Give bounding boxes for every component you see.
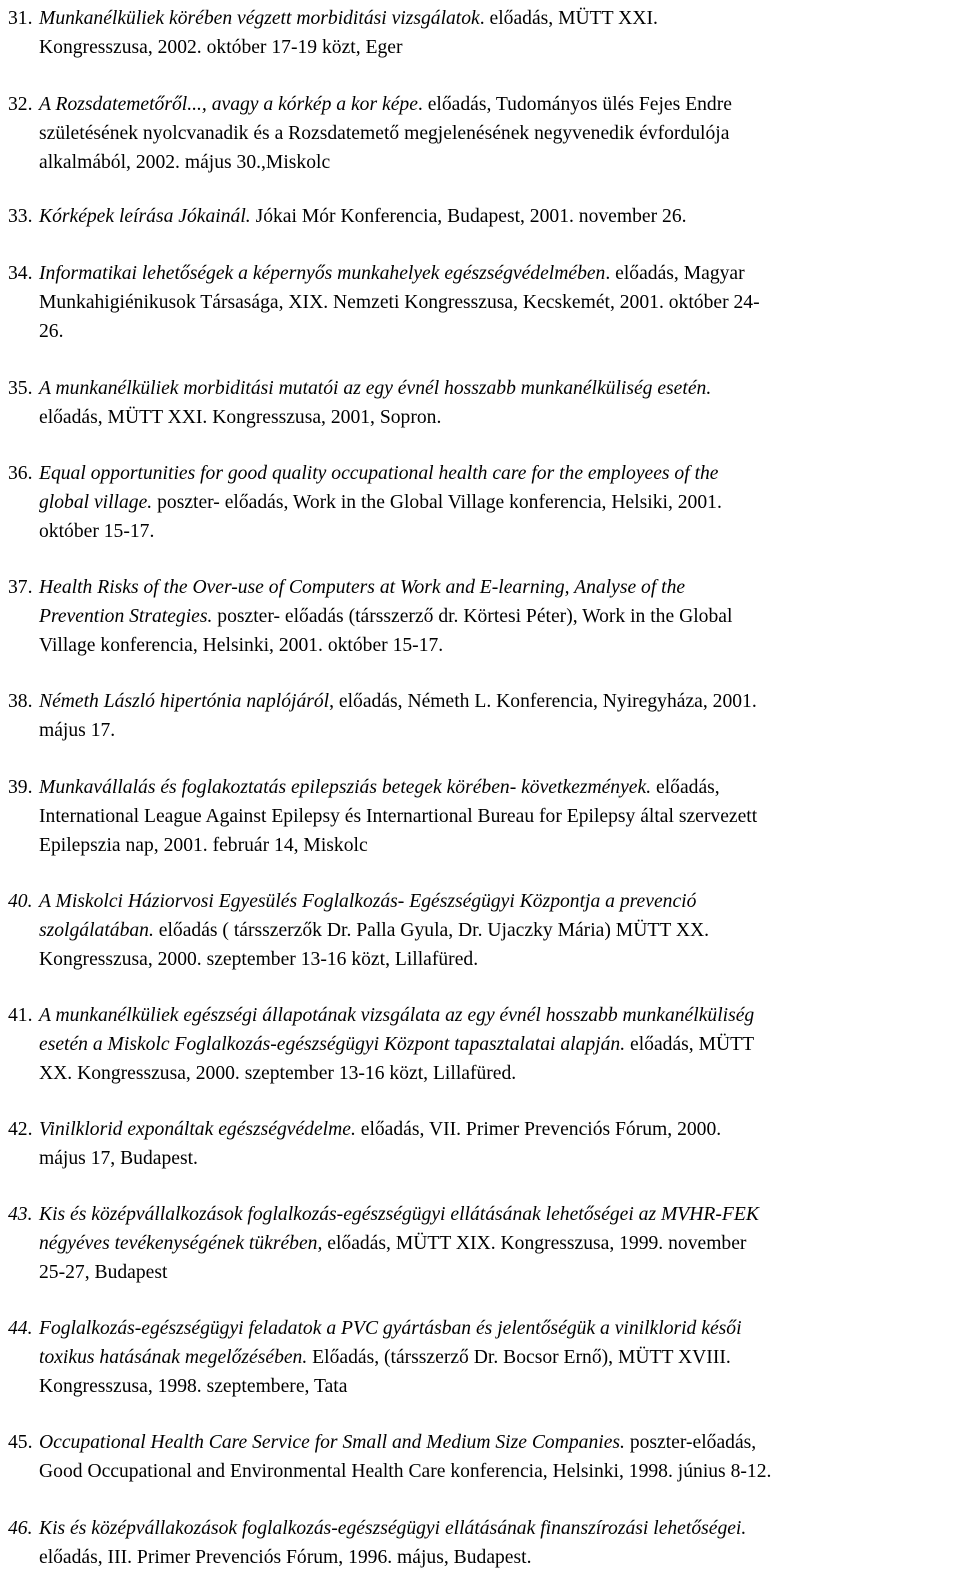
entry-detail-text: május 17, Budapest. (39, 1148, 198, 1169)
reference-entry (8, 90, 948, 177)
entry-detail-text: Good Occupational and Environmental Health Care konferencia, Helsinki, 1998. június 8-12. (39, 1461, 772, 1482)
entry-detail-text: 25-27, Budapest (39, 1262, 168, 1283)
entry-title-text: Informatikai lehetőségek a képernyős munkahelyek egészségvédelmében (39, 263, 606, 284)
entry-line (39, 1059, 948, 1088)
entry-line (39, 374, 948, 403)
entry-line (39, 33, 948, 62)
entry-number: 41. (8, 1005, 33, 1026)
entry-title-text: esetén a Miskolc Foglalkozás-egészségügyi Központ tapasztalatai alapján. (39, 1034, 626, 1055)
entry-detail-text: XX. Kongresszusa, 2000. szeptember 13-16 közt, Lillafüred. (39, 1063, 517, 1084)
entry-title-text: toxikus hatásának megelőzésében. (39, 1347, 308, 1368)
entry-number: 46. (8, 1518, 33, 1539)
entry-line (39, 119, 948, 148)
entry-title-text: global village. (39, 492, 153, 513)
entry-detail-text: Kongresszusa, 2002. október 17-19 közt, Eger (39, 37, 403, 58)
entry-line (39, 1314, 948, 1343)
entry-line (39, 1543, 948, 1572)
entry-title-text: Munkavállalás és foglakoztatás epilepsziás betegek körében- következmények. (39, 777, 652, 798)
entry-line (39, 1144, 948, 1173)
reference-entry (8, 887, 948, 974)
entry-detail-text: előadás, VII. Primer Prevenciós Fórum, 2000. (355, 1119, 722, 1140)
reference-entry (8, 459, 948, 546)
reference-entry (8, 259, 948, 346)
entry-line (39, 1229, 948, 1258)
entry-detail-text: poszter-előadás, (624, 1432, 757, 1453)
entry-detail-text: . előadás, MÜTT XXI. (479, 8, 658, 29)
entry-line (39, 517, 948, 546)
entry-title-text: szolgálatában. (39, 920, 154, 941)
reference-entry (8, 202, 948, 231)
reference-entry (8, 1001, 948, 1088)
entry-detail-text: október 15-17. (39, 521, 155, 542)
entry-line (39, 716, 948, 745)
entry-line (39, 831, 948, 860)
entry-detail-text: előadás ( társszerzők Dr. Palla Gyula, Dr. Ujaczky Mária) MÜTT XX. (153, 920, 710, 941)
entry-detail-text: Kongresszusa, 1998. szeptembere, Tata (39, 1376, 348, 1397)
entry-line (39, 1001, 948, 1030)
entry-detail-text: előadás, III. Primer Prevenciós Fórum, 1996. május, Budapest. (39, 1547, 532, 1568)
entry-line (39, 687, 948, 716)
entry-line (39, 288, 948, 317)
entry-detail-text: május 17. (39, 720, 116, 741)
entry-line (39, 1372, 948, 1401)
entry-line (39, 259, 948, 288)
entry-line (39, 1115, 948, 1144)
entry-line (39, 602, 948, 631)
entry-line (39, 887, 948, 916)
entry-line (39, 1428, 948, 1457)
entry-number: 33. (8, 206, 33, 227)
entry-line (39, 945, 948, 974)
entry-number: 45. (8, 1432, 33, 1453)
entry-title-text: Vinilklorid exponáltak egészségvédelme. (39, 1119, 356, 1140)
entry-line (39, 1030, 948, 1059)
entry-title-text: Németh László hipertónia naplójáról (39, 691, 330, 712)
entry-title-text: A Miskolci Háziorvosi Egyesülés Foglalkozás- Egészségügyi Központja a prevenció (39, 891, 697, 912)
entry-detail-text: Munkahigiénikusok Társasága, XIX. Nemzeti Kongresszusa, Kecskemét, 2001. október 24- (39, 292, 760, 313)
entry-detail-text: előadás, (651, 777, 720, 798)
entry-title-text: négyéves tevékenységének tükrében, (39, 1233, 323, 1254)
entry-detail-text: poszter- előadás (társszerző dr. Körtesi Péter), Work in the Global (212, 606, 733, 627)
entry-number: 39. (8, 777, 33, 798)
reference-entry (8, 773, 948, 860)
reference-entry (8, 1200, 948, 1287)
entry-line (39, 573, 948, 602)
entry-line (39, 202, 948, 231)
entry-line (39, 403, 948, 432)
entry-line (39, 1514, 948, 1543)
reference-entry (8, 4, 948, 62)
entry-title-text: Health Risks of the Over-use of Computers at Work and E-learning, Analyse of the (39, 577, 686, 598)
entry-line (39, 916, 948, 945)
entry-detail-text: , előadás, Németh L. Konferencia, Nyiregyháza, 2001. (329, 691, 757, 712)
reference-entry (8, 687, 948, 745)
entry-number: 34. (8, 263, 33, 284)
reference-entry (8, 1428, 948, 1486)
entry-line (39, 90, 948, 119)
entry-line (39, 773, 948, 802)
entry-line (39, 1200, 948, 1229)
entry-title-text: Equal opportunities for good quality occupational health care for the employees of the (39, 463, 719, 484)
entry-detail-text: . előadás, Magyar (605, 263, 745, 284)
entry-number: 40. (8, 891, 33, 912)
entry-number: 43. (8, 1204, 33, 1225)
entry-detail-text: előadás, MÜTT XIX. Kongresszusa, 1999. november (322, 1233, 747, 1254)
entry-detail-text: előadás, MÜTT (625, 1034, 755, 1055)
entry-line (39, 488, 948, 517)
entry-title-text: Kis és középvállalkozások foglalkozás-egészségügyi ellátásának lehetőségei az MVHR-FEK (39, 1204, 759, 1225)
entry-number: 35. (8, 378, 33, 399)
entry-number: 32. (8, 94, 33, 115)
entry-detail-text: 26. (39, 321, 64, 342)
reference-entry (8, 573, 948, 660)
entry-detail-text: . előadás, Tudományos ülés Fejes Endre (417, 94, 732, 115)
entry-title-text: A Rozsdatemetőről..., avagy a kórkép a kor képe (39, 94, 418, 115)
entry-line (39, 1343, 948, 1372)
entry-title-text: A munkanélküliek egészségi állapotának vizsgálata az egy évnél hosszabb munkanélküliség (39, 1005, 755, 1026)
entry-detail-text: Kongresszusa, 2000. szeptember 13-16 közt, Lillafüred. (39, 949, 479, 970)
entry-detail-text: Village konferencia, Helsinki, 2001. október 15-17. (39, 635, 444, 656)
reference-entry (8, 374, 948, 432)
reference-entry (8, 1115, 948, 1173)
entry-detail-text: előadás, MÜTT XXI. Kongresszusa, 2001, Sopron. (39, 407, 442, 428)
entry-detail-text: poszter- előadás, Work in the Global Village konferencia, Helsiki, 2001. (152, 492, 722, 513)
entry-title-text: Kis és középvállakozások foglalkozás-egészségügyi ellátásának finanszírozási lehetőségei. (39, 1518, 747, 1539)
entry-title-text: Occupational Health Care Service for Small and Medium Size Companies. (39, 1432, 625, 1453)
entry-line (39, 802, 948, 831)
entry-line (39, 459, 948, 488)
entry-number: 37. (8, 577, 33, 598)
entry-number: 44. (8, 1318, 33, 1339)
entry-line (39, 1457, 948, 1486)
entry-detail-text: Előadás, (társszerző Dr. Bocsor Ernő), MÜTT XVIII. (307, 1347, 731, 1368)
entry-detail-text: alkalmából, 2002. május 30.,Miskolc (39, 152, 331, 173)
entry-line (39, 317, 948, 346)
entry-title-text: Foglalkozás-egészségügyi feladatok a PVC gyártásban és jelentőségük a vinilklorid késői (39, 1318, 742, 1339)
entry-detail-text: Epilepszia nap, 2001. február 14, Miskolc (39, 835, 368, 856)
entry-detail-text: születésének nyolcvanadik és a Rozsdatemető megjelenésének negyvenedik évfordulója (39, 123, 730, 144)
entry-number: 31. (8, 8, 33, 29)
reference-entry (8, 1314, 948, 1401)
entry-line (39, 4, 948, 33)
entry-title-text: Munkanélküliek körében végzett morbiditási vizsgálatok (39, 8, 480, 29)
entry-line (39, 148, 948, 177)
entry-number: 42. (8, 1119, 33, 1140)
entry-number: 38. (8, 691, 33, 712)
reference-entry (8, 1514, 948, 1572)
entry-number: 36. (8, 463, 33, 484)
entry-line (39, 631, 948, 660)
entry-title-text: Kórképek leírása Jókainál. (39, 206, 251, 227)
entry-detail-text: International League Against Epilepsy és Internartional Bureau for Epilepsy által szervezett (39, 806, 758, 827)
entry-title-text: Prevention Strategies. (39, 606, 213, 627)
entry-line (39, 1258, 948, 1287)
entry-detail-text: Jókai Mór Konferencia, Budapest, 2001. november 26. (250, 206, 687, 227)
entry-title-text: A munkanélküliek morbiditási mutatói az egy évnél hosszabb munkanélküliség esetén. (39, 378, 712, 399)
